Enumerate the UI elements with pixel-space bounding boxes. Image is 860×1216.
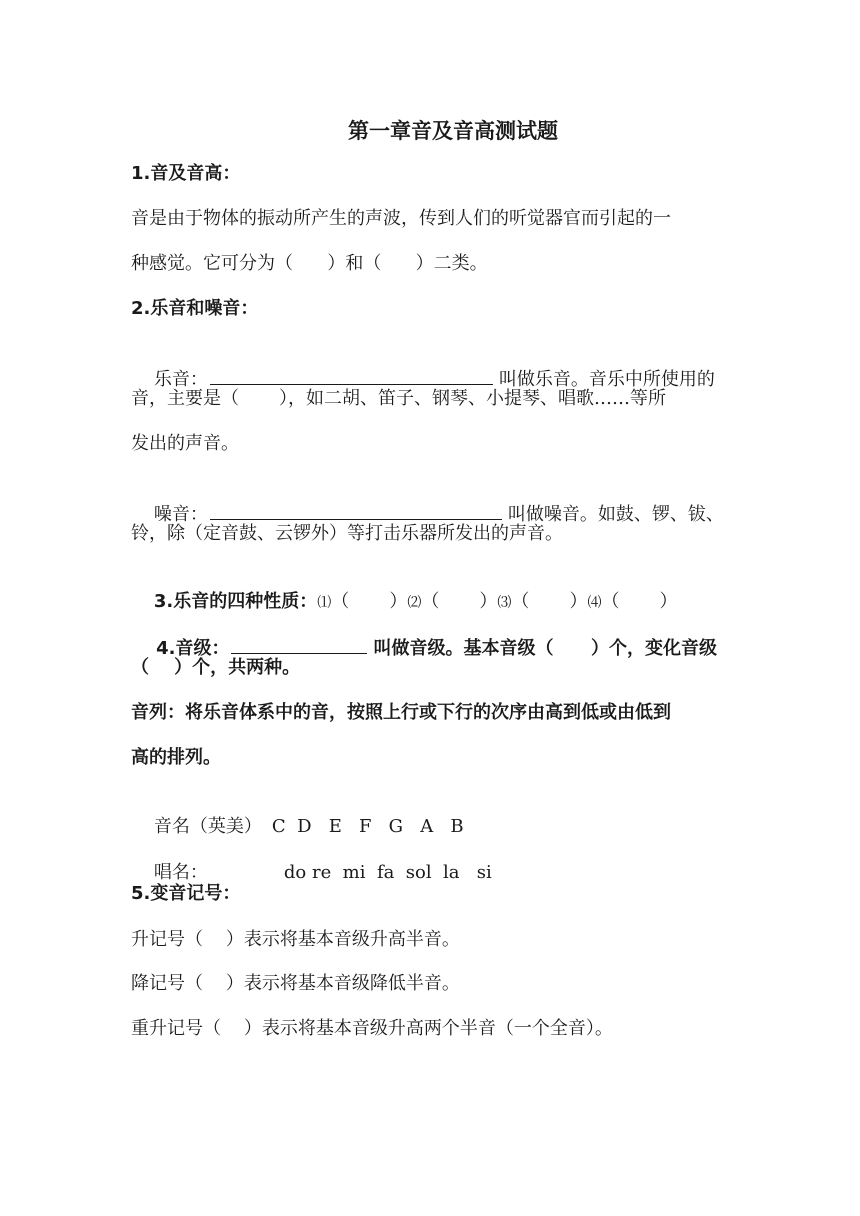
q2-zaoyin-line-2: 铃，除（定音鼓、云锣外）等打击乐器所发出的声音。 (131, 523, 563, 544)
q4-label: 4.音级： (156, 638, 230, 659)
q3-item-2-num: ⑵ (407, 595, 422, 611)
q1-text-line-1: 音是由于物体的振动所产生的声波，传到人们的听觉器官而引起的一 (131, 208, 671, 229)
q4-blank[interactable] (231, 635, 367, 654)
q4-line-2: （ ）个，共两种。 (131, 657, 301, 678)
yueyin-label: 乐音： (153, 369, 208, 390)
scale-line-1: 音列：将乐音体系中的音，按照上行或下行的次序由高到低或由低到 (131, 702, 671, 723)
yueyin-blank[interactable] (210, 366, 493, 385)
q2-yueyin-line-2: 音，主要是（ ），如二胡、笛子、钢琴、小提琴、唱歌……等所 (131, 388, 667, 409)
q2-yueyin-line-3: 发出的声音。 (131, 433, 239, 454)
solfege-label: 唱名： (153, 862, 208, 883)
scale-line-2: 高的排列。 (131, 747, 221, 768)
note-names-label: 音名（英美） (153, 816, 262, 837)
page-title: 第一章音及音高测试题 (348, 119, 558, 143)
q5-heading: 5.变音记号： (131, 883, 241, 904)
q3-item-4-num: ⑷ (587, 595, 602, 611)
q3-item-2-paren: （ ） (421, 591, 498, 612)
note-names-letters: C D E F G A B (271, 816, 464, 837)
q5-flat-line: 降记号（ ）表示将基本音级降低半音。 (131, 973, 460, 994)
yueyin-tail: 叫做乐音。音乐中所使用的 (498, 369, 715, 390)
q5-sharp-line: 升记号（ ）表示将基本音级升高半音。 (131, 929, 460, 950)
zaoyin-blank[interactable] (210, 501, 502, 520)
q2-heading: 2.乐音和噪音： (131, 298, 259, 319)
q3-heading: 3.乐音的四种性质： (153, 591, 318, 612)
q3-item-3-num: ⑶ (497, 595, 512, 611)
q4-tail: 叫做音级。基本音级（ ）个，变化音级 (373, 638, 718, 659)
solfege-syllables: do re mi fa sol la si (283, 862, 492, 883)
q5-double-sharp-line: 重升记号（ ）表示将基本音级升高两个半音（一个全音）。 (131, 1018, 613, 1039)
q1-text-line-2: 种感觉。它可分为（ ）和（ ）二类。 (131, 253, 488, 274)
q1-heading: 1.音及音高： (131, 163, 241, 184)
q3-item-1-num: ⑴ (317, 595, 332, 611)
zaoyin-tail: 叫做噪音。如鼓、锣、钹、 (507, 504, 724, 525)
zaoyin-label: 噪音： (153, 504, 208, 525)
q3-item-4-paren: （ ） (601, 591, 678, 612)
q3-item-3-paren: （ ） (511, 591, 588, 612)
q3-item-1-paren: （ ） (331, 591, 408, 612)
